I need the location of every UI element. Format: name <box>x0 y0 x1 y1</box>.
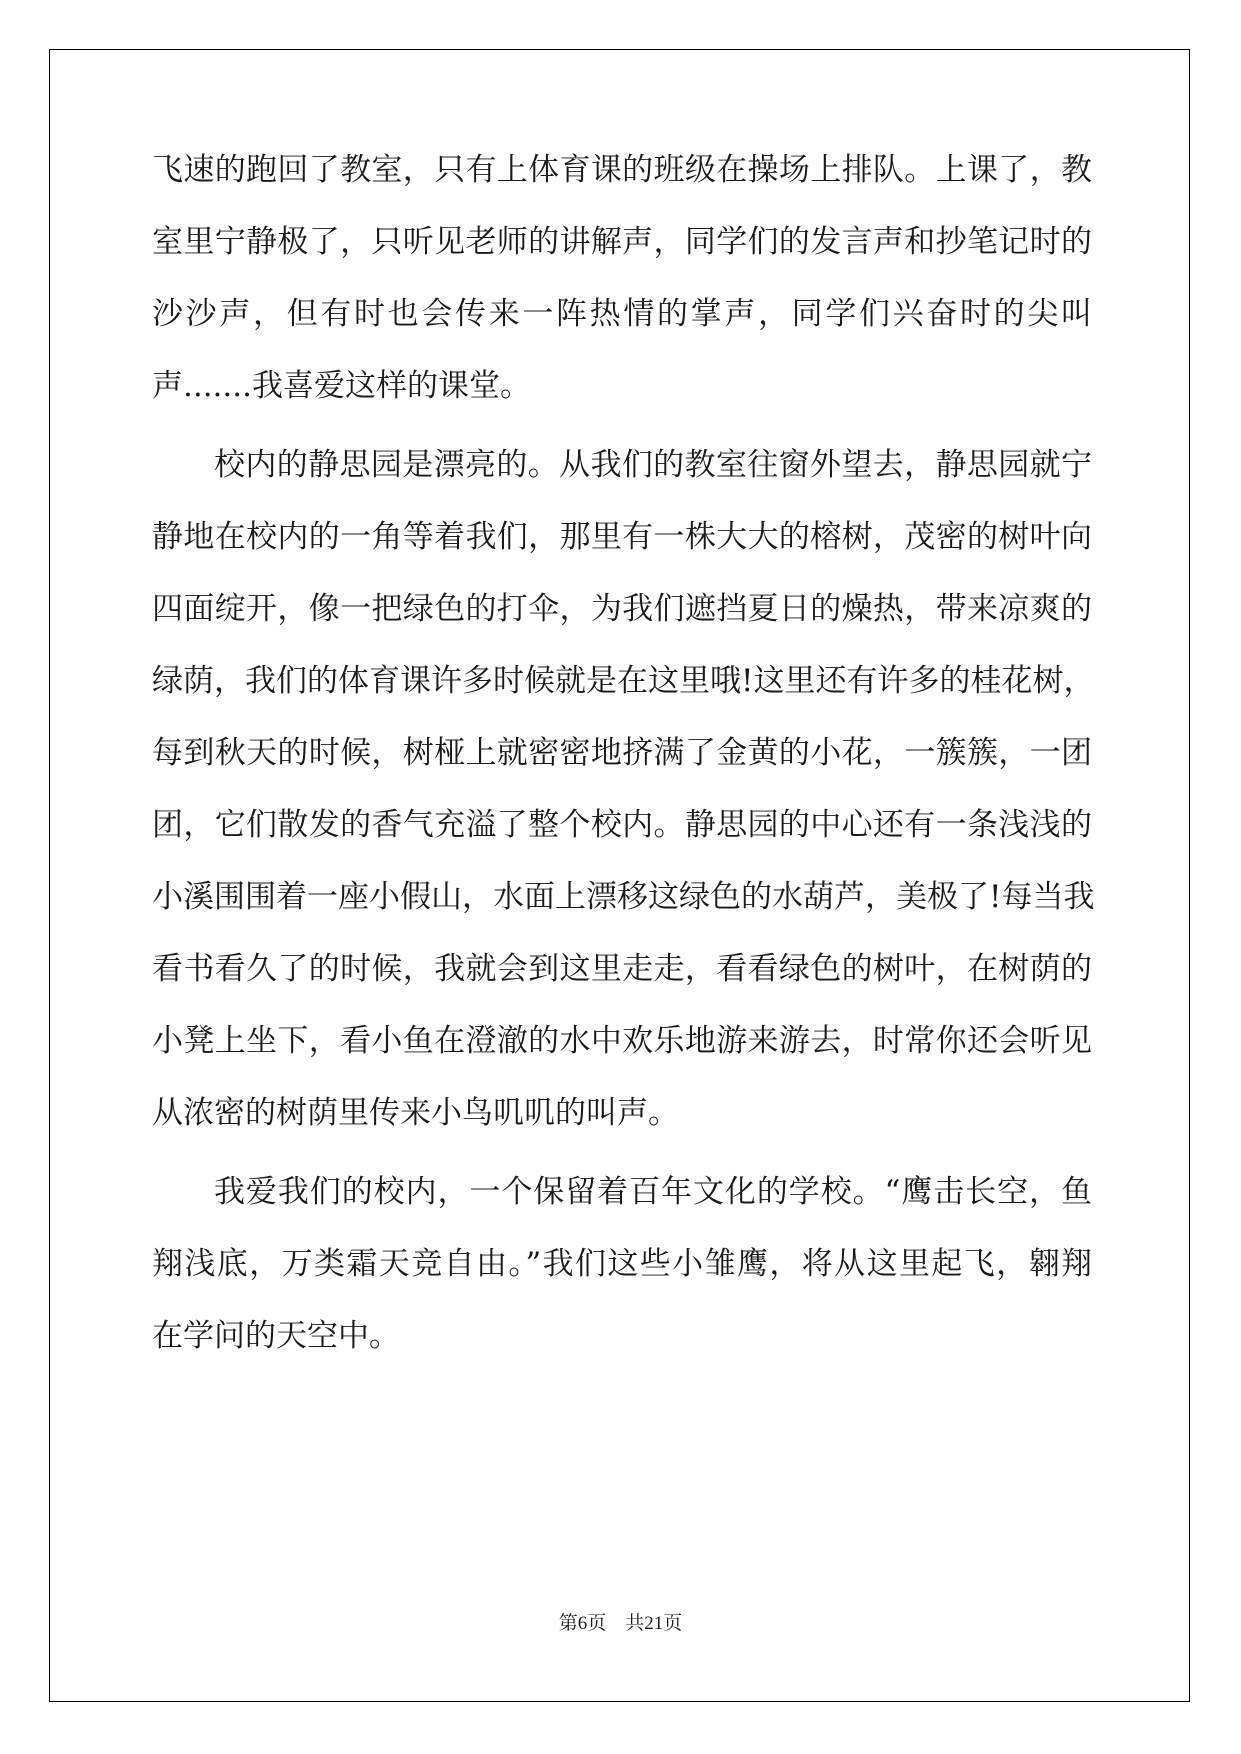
text-line: 小溪围围着一座小假山，水面上漂移这绿色的水葫芦，美极了!每当我 <box>152 879 1095 915</box>
text-line: 看书看久了的时候，我就会到这里走走，看看绿色的树叶，在树荫的 <box>152 951 1092 987</box>
text-line: 绿荫，我们的体育课许多时候就是在这里哦!这里还有许多的桂花树， <box>152 663 1095 699</box>
text-line: 声.......我喜爱这样的课堂。 <box>152 368 531 404</box>
text-line: 我爱我们的校内，一个保留着百年文化的学校。“鹰击长空，鱼 <box>214 1174 1092 1210</box>
text-line: 静地在校内的一角等着我们，那里有一株大大的榕树，茂密的树叶向 <box>152 519 1092 555</box>
page-number: 第6页 共21页 <box>558 1613 683 1634</box>
page-footer <box>0 1612 1241 1636</box>
text-line: 飞速的跑回了教室，只有上体育课的班级在操场上排队。上课了，教 <box>152 152 1092 188</box>
text-line: 从浓密的树荫里传来小鸟叽叽的叫声。 <box>152 1095 679 1131</box>
text-line: 每到秋天的时候，树桠上就密密地挤满了金黄的小花，一簇簇，一团 <box>152 735 1092 771</box>
text-line: 小凳上坐下，看小鱼在澄澈的水中欢乐地游来游去，时常你还会听见 <box>152 1023 1092 1059</box>
text-line: 团，它们散发的香气充溢了整个校内。静思园的中心还有一条浅浅的 <box>152 807 1092 843</box>
text-line: 在学问的天空中。 <box>152 1318 400 1354</box>
text-line: 翔浅底，万类霜天竞自由。”我们这些小雏鹰，将从这里起飞，翱翔 <box>152 1246 1092 1282</box>
text-line: 校内的静思园是漂亮的。从我们的教室往窗外望去，静思园就宁 <box>214 447 1092 483</box>
text-line: 四面绽开，像一把绿色的打伞，为我们遮挡夏日的燥热，带来凉爽的 <box>152 591 1092 627</box>
text-line: 室里宁静极了，只听见老师的讲解声，同学们的发言声和抄笔记时的 <box>152 224 1092 260</box>
text-line: 沙沙声，但有时也会传来一阵热情的掌声，同学们兴奋时的尖叫 <box>152 296 1092 332</box>
